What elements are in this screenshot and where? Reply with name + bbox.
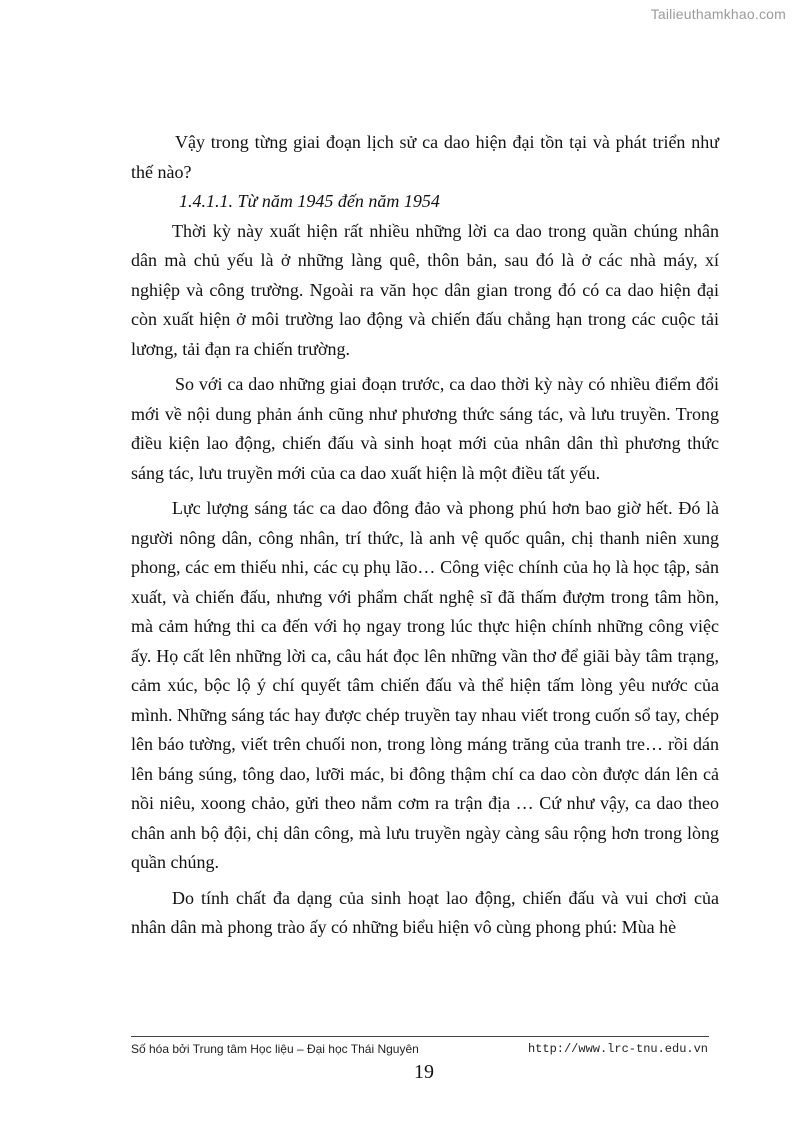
section-heading: 1.4.1.1. Từ năm 1945 đến năm 1954 (179, 191, 440, 211)
document-body (131, 128, 719, 943)
footer-divider (131, 1036, 709, 1037)
page-number: 19 (414, 1061, 434, 1083)
footer-source: Số hóa bởi Trung tâm Học liệu – Đại học Thái Nguyên (131, 1042, 419, 1056)
body-paragraph-3: Lực lượng sáng tác ca dao đông đảo và phong phú hơn bao giờ hết. Đó là người nông dân, công nhân, trí thức, là anh vệ quốc quân, chị thanh niên xung phong, các em thiếu nhi, các cụ phụ lão… Công việc chính của họ là học tập, sản xuất, và chiến đấu, nhưng với phẩm chất nghệ sĩ đã thấm đượm trong tâm hồn, mà cảm hứng thi ca đến với họ ngay trong lúc thực hiện chính những công việc ấy. Họ cất lên những lời ca, câu hát đọc lên những vần thơ để giãi bày tâm trạng, cảm xúc, bộc lộ ý chí quyết tâm chiến đấu và thể hiện tấm lòng yêu nước của mình. Những sáng tác hay được chép truyền tay nhau viết trong cuốn sổ tay, chép lên báo tường, viết trên chuối non, trong lòng máng trăng của tranh tre… rồi dán lên báng súng, tông dao, lưỡi mác, bi đông thậm chí ca dao còn được dán lên cả nồi niêu, xoong chảo, gửi theo nắm cơm ra trận địa … Cứ như vậy, ca dao theo chân anh bộ đội, chị dân công, mà lưu truyền ngày càng sâu rộng hơn trong lòng quần chúng. (131, 498, 719, 872)
footer-url: http://www.lrc-tnu.edu.vn (527, 1042, 708, 1056)
body-paragraph-2: So với ca dao những giai đoạn trước, ca dao thời kỳ này có nhiều điểm đổi mới về nội dung phản ánh cũng như phương thức sáng tác, và lưu truyền. Trong điều kiện lao động, chiến đấu và sinh hoạt mới của nhân dân thì phương thức sáng tác, lưu truyền mới của ca dao xuất hiện là một điều tất yếu. (131, 374, 719, 483)
body-paragraph-1: Thời kỳ này xuất hiện rất nhiều những lời ca dao trong quần chúng nhân dân mà chủ yếu là ở những làng quê, thôn bản, sau đó là ở các nhà máy, xí nghiệp và công trường. Ngoài ra văn học dân gian trong đó có ca dao hiện đại còn xuất hiện ở môi trường lao động và chiến đấu chẳng hạn trong các cuộc tải lương, tải đạn ra chiến trường. (131, 220, 719, 359)
watermark-text: Tailieuthamkhao.com (650, 6, 786, 22)
intro-paragraph: Vậy trong từng giai đoạn lịch sử ca dao hiện đại tồn tại và phát triển như thế nào? (131, 132, 719, 182)
body-paragraph-4: Do tính chất đa dạng của sinh hoạt lao động, chiến đấu và vui chơi của nhân dân mà phong trào ấy có những biểu hiện vô cùng phong phú: Mùa hè (131, 887, 719, 937)
